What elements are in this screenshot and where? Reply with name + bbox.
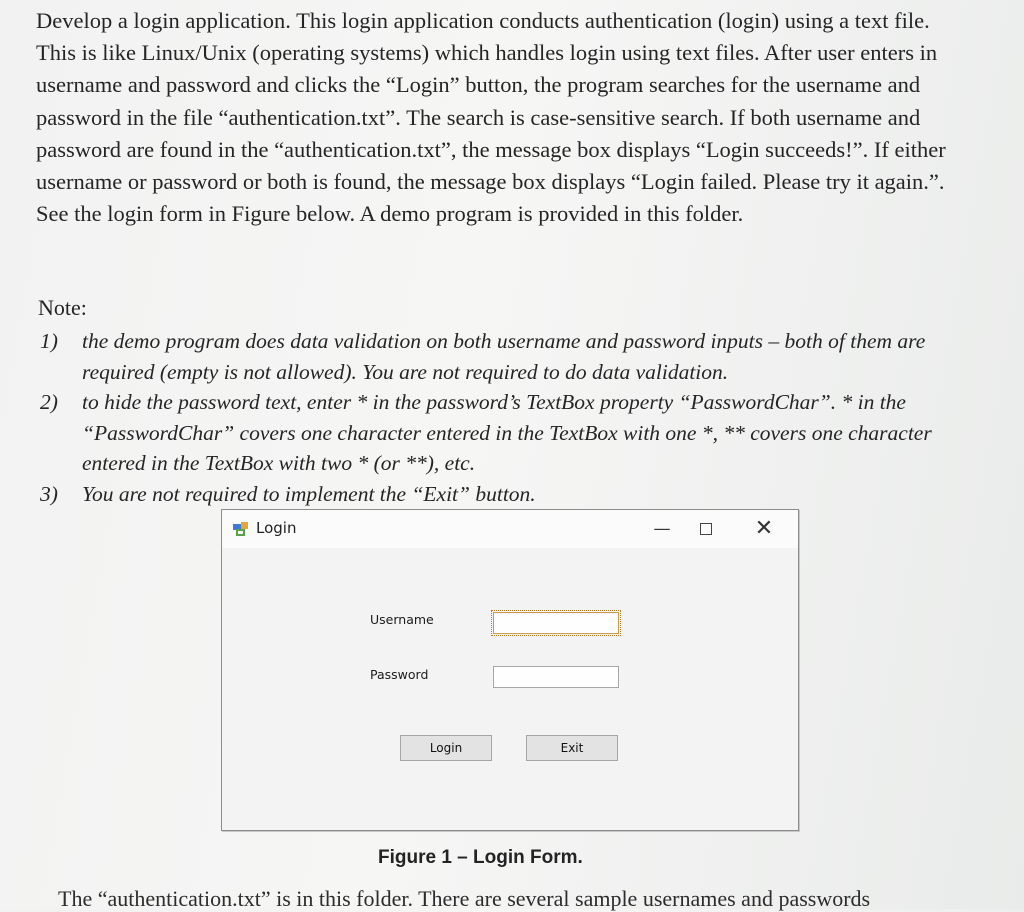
username-input[interactable] [493, 612, 619, 634]
minimize-button[interactable]: — [653, 519, 671, 539]
note-label: Note: [38, 295, 87, 320]
app-icon [232, 521, 250, 537]
login-window [221, 509, 799, 831]
username-label: Username [370, 612, 434, 627]
login-button[interactable]: Login [400, 735, 492, 761]
maximize-icon [700, 523, 712, 535]
note-number: 2) [40, 390, 58, 414]
trailing-text: The “authentication.txt” is in this folder. There are several sample usernames and passwords [58, 886, 871, 911]
close-button[interactable]: ✕ [754, 516, 774, 541]
note-text: the demo program does data validation on both username and password inputs – both of them are required (empty is not allowed). You are not required to do data validation. [82, 329, 926, 384]
note-item [40, 479, 970, 510]
note-item [40, 326, 970, 387]
title-bar[interactable] [222, 510, 798, 548]
window-title: Login [256, 519, 297, 537]
exit-button[interactable]: Exit [526, 735, 618, 761]
note-text: to hide the password text, enter * in the password’s TextBox property “PasswordChar”. * in the “PasswordChar” covers one character entered in the TextBox with one *, ** covers one character entered in the TextBox with two * (or **), etc. [82, 390, 932, 475]
maximize-button[interactable] [686, 516, 726, 542]
note-list [40, 326, 970, 509]
intro-paragraph: Develop a login application. This login application conducts authentication (login) using a text file. This is like Linux/Unix (operating systems) which handles login using text files. After user enters in username and password and clicks the “Login” button, the program searches for the username and password in the file “authentication.txt”. The search is case-sensitive search. If both username and password are found in the “authentication.txt”, the message box displays “Login succeeds!”. If either username or password or both is found, the message box displays “Login failed. Please try it again.”. See the login form in Figure below. A demo program is provided in this folder. [36, 8, 946, 227]
intro-text [36, 5, 966, 230]
note-item [40, 387, 970, 479]
password-label: Password [370, 667, 429, 682]
note-number: 1) [40, 329, 58, 353]
note-number: 3) [40, 481, 58, 506]
figure-caption: Figure 1 – Login Form. [378, 847, 583, 868]
password-input[interactable] [493, 666, 619, 688]
note-text: You are not required to implement the “Exit” button. [82, 481, 536, 506]
